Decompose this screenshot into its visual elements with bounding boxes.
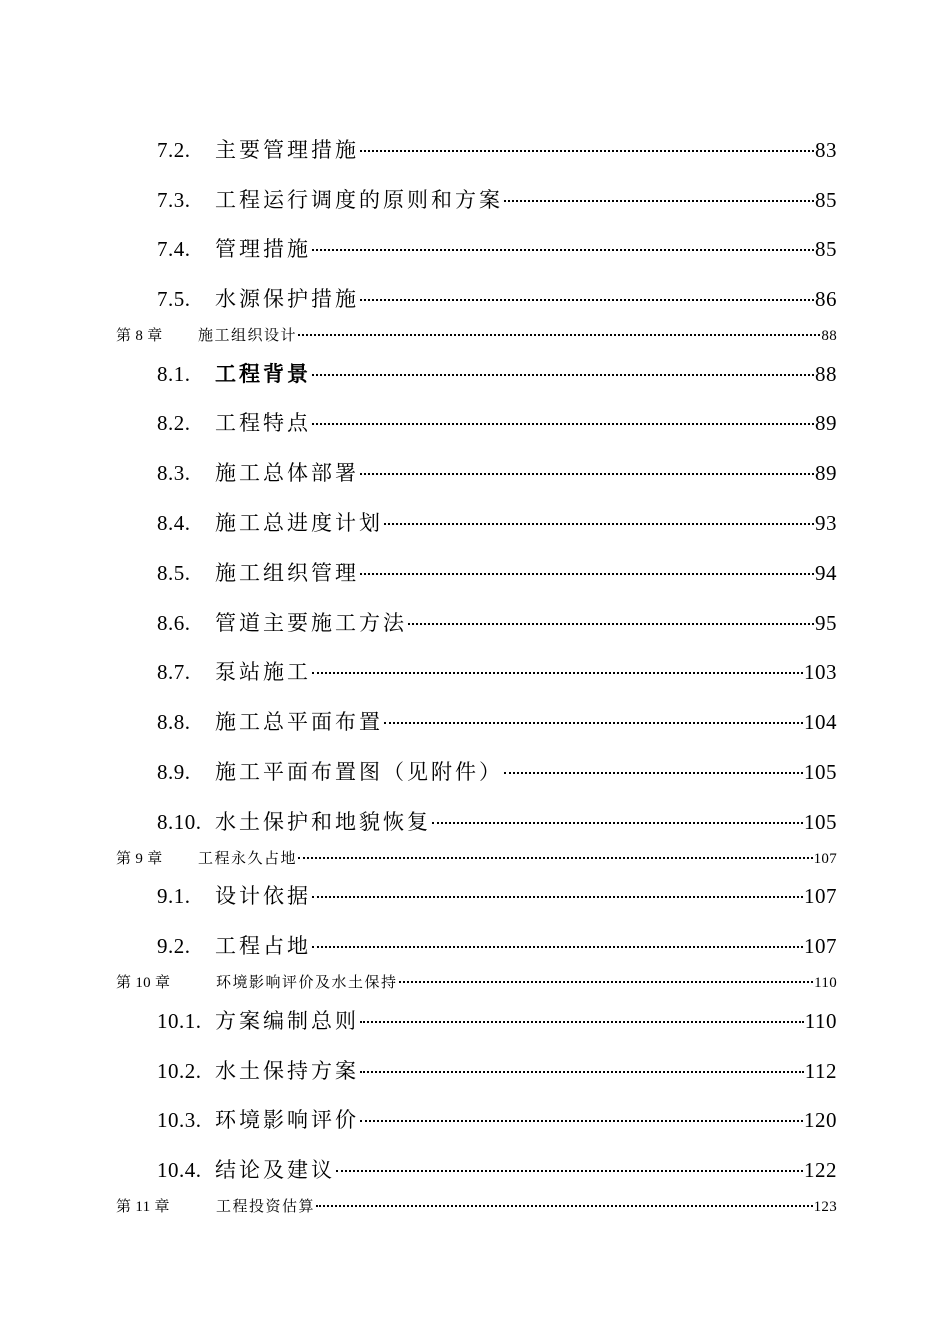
toc-entry-10-3[interactable] [157, 1105, 837, 1135]
toc-page-number: 94 [815, 561, 837, 585]
toc-page-number: 105 [804, 760, 837, 784]
toc-title: 施工总平面布置 [215, 710, 383, 734]
toc-leader [384, 721, 803, 724]
toc-title: 施工总体部署 [215, 461, 359, 485]
toc-title: 施工平面布置图（见附件） [215, 760, 503, 784]
toc-leader [360, 472, 814, 475]
toc-page-number: 107 [813, 851, 837, 867]
toc-number: 8.3. [157, 461, 191, 485]
toc-number: 7.4. [157, 237, 191, 261]
toc-page-number: 103 [804, 660, 837, 684]
toc-title: 水土保持方案 [215, 1059, 359, 1083]
toc-leader [360, 1119, 803, 1122]
toc-title: 工程背景 [215, 361, 311, 386]
toc-chapter-title: 施工组织设计 [198, 326, 298, 344]
toc-leader [312, 422, 814, 425]
toc-entry-8-9[interactable] [157, 757, 837, 787]
toc-chapter-title: 工程投资估算 [216, 1197, 316, 1215]
toc-leader [360, 1070, 804, 1073]
toc-page-number: 104 [804, 710, 837, 734]
toc-number: 7.2. [157, 138, 191, 162]
toc-title: 施工组织管理 [215, 561, 359, 585]
toc-page-number: 93 [815, 511, 837, 535]
toc-title: 水源保护措施 [215, 287, 359, 311]
toc-entry-10-1[interactable] [157, 1006, 837, 1036]
toc-page-number: 107 [804, 934, 837, 958]
toc-leader [360, 298, 814, 301]
toc-title: 管理措施 [215, 237, 311, 261]
toc-number: 8.4. [157, 511, 191, 535]
toc-leader [360, 572, 814, 575]
toc-page-number: 85 [815, 188, 837, 212]
toc-leader [408, 622, 814, 625]
toc-leader [399, 980, 814, 983]
toc-title: 管道主要施工方法 [215, 611, 407, 635]
toc-page-number: 110 [814, 975, 837, 991]
toc-title: 工程运行调度的原则和方案 [215, 188, 503, 212]
toc-chapter-title: 环境影响评价及水土保持 [216, 973, 398, 991]
toc-chapter-number: 第 11 章 [116, 1199, 170, 1215]
toc-chapter-11[interactable] [116, 1195, 837, 1217]
toc-number: 8.1. [157, 362, 191, 386]
toc-number: 9.1. [157, 884, 191, 908]
toc-number: 8.8. [157, 710, 191, 734]
toc-entry-10-4[interactable] [157, 1155, 837, 1185]
toc-page-number: 123 [813, 1199, 837, 1215]
toc-leader [360, 1020, 804, 1023]
toc-leader [336, 1169, 803, 1172]
toc-title: 工程占地 [215, 934, 311, 958]
toc-page-number: 88 [815, 362, 837, 386]
toc-entry-8-7[interactable] [157, 657, 837, 687]
toc-page-number: 122 [804, 1158, 837, 1182]
toc-page-number: 83 [815, 138, 837, 162]
toc-number: 10.2. [157, 1059, 202, 1083]
toc-leader [432, 821, 803, 824]
toc-page-number: 89 [815, 411, 837, 435]
toc-entry-8-4[interactable] [157, 508, 837, 538]
toc-entry-8-2[interactable] [157, 408, 837, 438]
toc-chapter-number: 第 9 章 [116, 851, 163, 867]
toc-page-number: 95 [815, 611, 837, 635]
toc-leader [298, 333, 820, 336]
toc-leader [312, 895, 803, 898]
toc-number: 9.2. [157, 934, 191, 958]
toc-number: 8.7. [157, 660, 191, 684]
toc-title: 环境影响评价 [215, 1108, 359, 1132]
toc-chapter-9[interactable] [116, 847, 837, 869]
toc-page-number: 86 [815, 287, 837, 311]
toc-chapter-number: 第 10 章 [116, 975, 171, 991]
toc-number: 10.4. [157, 1158, 202, 1182]
toc-title: 泵站施工 [215, 660, 311, 684]
toc-chapter-10[interactable] [116, 971, 837, 993]
toc-number: 8.2. [157, 411, 191, 435]
toc-leader [360, 149, 814, 152]
toc-page-number: 110 [804, 1009, 837, 1033]
toc-leader [504, 199, 814, 202]
toc-page-number: 89 [815, 461, 837, 485]
toc-title: 工程特点 [215, 411, 311, 435]
toc-entry-9-1[interactable] [157, 881, 837, 911]
toc-entry-8-10[interactable] [157, 807, 837, 837]
toc-page-number: 112 [804, 1059, 837, 1083]
toc-leader [298, 856, 813, 859]
toc-entry-8-3[interactable] [157, 458, 837, 488]
toc-chapter-8[interactable] [116, 324, 837, 346]
toc-entry-9-2[interactable] [157, 931, 837, 961]
toc-number: 7.3. [157, 188, 191, 212]
toc-number: 8.9. [157, 760, 191, 784]
toc-leader [316, 1204, 813, 1207]
toc-entry-8-8[interactable] [157, 707, 837, 737]
toc-page-number: 85 [815, 237, 837, 261]
toc-page-number: 120 [804, 1108, 837, 1132]
toc-number: 10.3. [157, 1108, 202, 1132]
toc-leader [504, 771, 803, 774]
toc-leader [312, 671, 803, 674]
toc-entry-7-4[interactable] [157, 234, 837, 264]
toc-leader [384, 522, 814, 525]
toc-title: 主要管理措施 [215, 138, 359, 162]
toc-entry-10-2[interactable] [157, 1056, 837, 1086]
toc-entry-7-3[interactable] [157, 185, 837, 215]
toc-page-number: 105 [804, 810, 837, 834]
toc-page-number: 88 [821, 328, 837, 344]
toc-number: 8.5. [157, 561, 191, 585]
toc-leader [312, 373, 814, 376]
toc-chapter-number: 第 8 章 [116, 328, 163, 344]
toc-leader [312, 248, 814, 251]
toc-entry-8-1[interactable] [157, 359, 837, 389]
toc-entry-7-5[interactable] [157, 284, 837, 314]
toc-entry-7-2[interactable] [157, 135, 837, 165]
toc-entry-8-6[interactable] [157, 608, 837, 638]
toc-title: 结论及建议 [215, 1158, 335, 1182]
toc-leader [312, 945, 803, 948]
toc-number: 10.1. [157, 1009, 202, 1033]
toc-page-number: 107 [804, 884, 837, 908]
toc-title: 设计依据 [215, 884, 311, 908]
toc-number: 8.6. [157, 611, 191, 635]
toc-title: 水土保护和地貌恢复 [215, 810, 431, 834]
toc-number: 8.10. [157, 810, 202, 834]
toc-entry-8-5[interactable] [157, 558, 837, 588]
toc-title: 施工总进度计划 [215, 511, 383, 535]
toc-chapter-title: 工程永久占地 [198, 849, 298, 867]
toc-title: 方案编制总则 [215, 1009, 359, 1033]
toc-number: 7.5. [157, 287, 191, 311]
